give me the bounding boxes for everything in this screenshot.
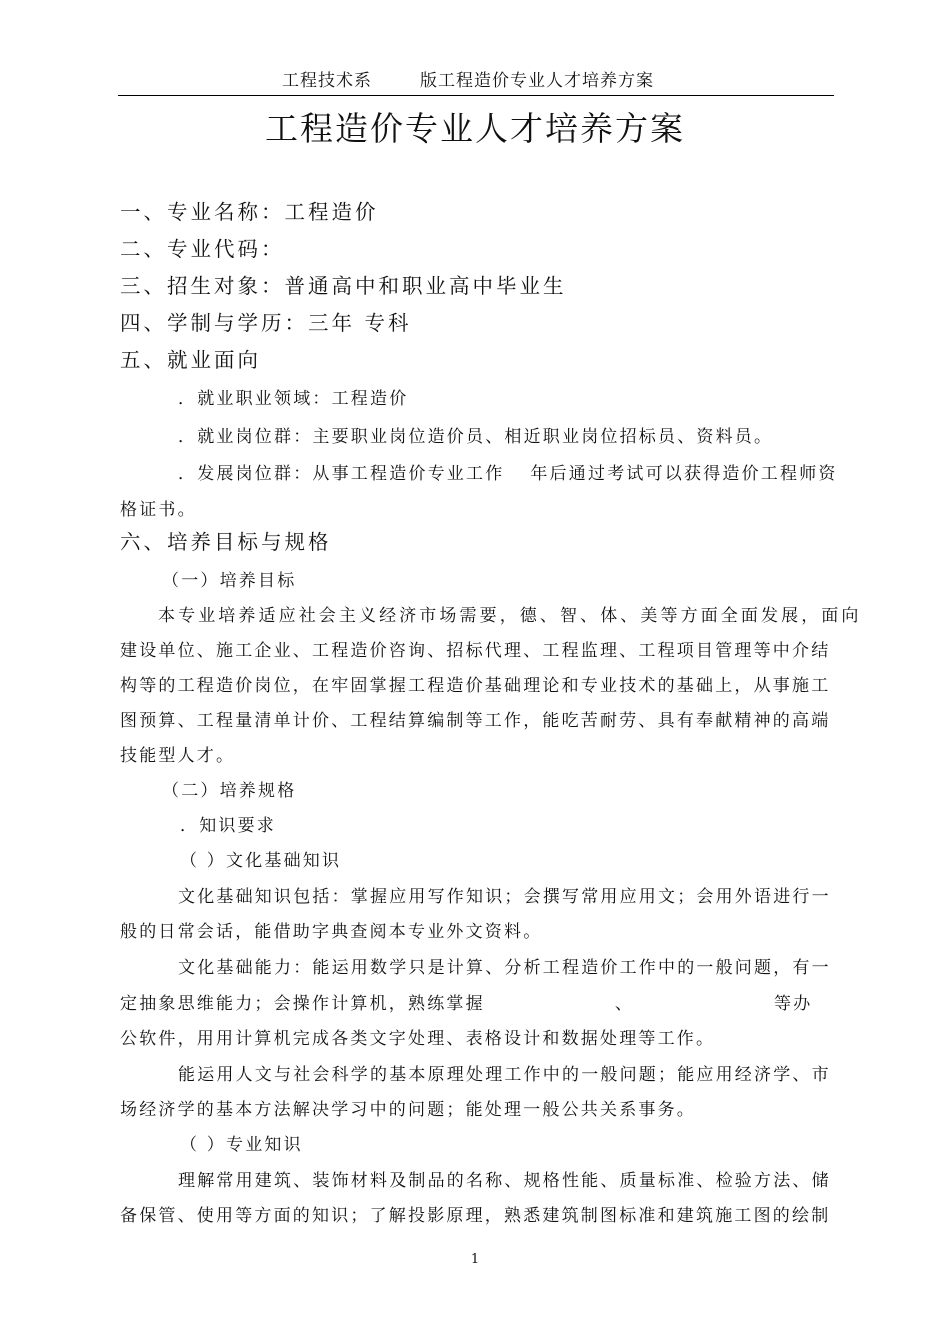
goals-paragraph-line: 构等的工程造价岗位，在牢固掌握工程造价基础理论和专业技术的基础上，从事施工 <box>120 676 831 696</box>
document-title: 工程造价专业人才培养方案 <box>265 109 685 148</box>
culture-paragraph-line: 文化基础能力：能运用数学只是计算、分析工程造价工作中的一般问题，有一 <box>178 958 831 978</box>
culture-paragraph-line: 般的日常会话，能借助字典查阅本专业外文资料。 <box>120 922 543 942</box>
culture-text-c: 等办 <box>774 994 813 1014</box>
culture-paragraph-line <box>120 989 812 1014</box>
header-department: 工程技术系 <box>282 71 372 91</box>
employment-development <box>178 459 838 484</box>
culture-text-b: 、 <box>614 994 635 1014</box>
section-4-duration: 四、学制与学历：三年 专科 <box>120 311 412 335</box>
employment-development-cont: 格证书。 <box>120 500 197 520</box>
professional-heading: （ ）专业知识 <box>180 1135 303 1155</box>
culture-text-a: 定抽象思维能力；会操作计算机，熟练掌握 <box>120 994 485 1014</box>
page-number: 1 <box>470 1252 480 1267</box>
header-rule <box>118 95 834 96</box>
knowledge-requirements: ．知识要求 <box>180 816 276 836</box>
culture-paragraph-line: 场经济学的基本方法解决学习中的问题；能处理一般公共关系事务。 <box>120 1100 696 1120</box>
development-text-b: 年后通过考试可以获得造价工程师资 <box>530 464 838 484</box>
section-6-goals: 六、培养目标与规格 <box>120 530 332 554</box>
running-header <box>118 66 834 94</box>
culture-paragraph-line: 文化基础知识包括：掌握应用写作知识；会撰写常用应用文；会用外语进行一 <box>178 887 831 907</box>
section-1-major-name: 一、专业名称：工程造价 <box>120 200 379 224</box>
culture-paragraph-line: 能运用人文与社会科学的基本原理处理工作中的一般问题；能应用经济学、市 <box>178 1065 831 1085</box>
culture-heading: （ ）文化基础知识 <box>180 851 342 871</box>
development-text-a: ．发展岗位群：从事工程造价专业工作 <box>178 464 505 484</box>
goals-paragraph-line: 建设单位、施工企业、工程造价咨询、招标代理、工程监理、工程项目管理等中介结 <box>120 641 831 661</box>
section-5-employment: 五、就业面向 <box>120 348 261 372</box>
header-subtitle: 版工程造价专业人才培养方案 <box>420 71 654 91</box>
goals-heading: （一）培养目标 <box>162 571 297 591</box>
professional-paragraph-line: 理解常用建筑、装饰材料及制品的名称、规格性能、质量标准、检验方法、储 <box>178 1171 831 1191</box>
professional-paragraph-line: 备保管、使用等方面的知识；了解投影原理，熟悉建筑制图标准和建筑施工图的绘制 <box>120 1206 831 1226</box>
section-2-major-code: 二、专业代码： <box>120 237 285 261</box>
culture-paragraph-line: 公软件，用用计算机完成各类文字处理、表格设计和数据处理等工作。 <box>120 1029 716 1049</box>
section-3-enrollment: 三、招生对象：普通高中和职业高中毕业生 <box>120 274 567 298</box>
goals-paragraph-line: 图预算、工程量清单计价、工程结算编制等工作，能吃苦耐劳、具有奉献精神的高端 <box>120 711 831 731</box>
specs-heading: （二）培养规格 <box>162 781 297 801</box>
goals-paragraph-line: 本专业培养适应社会主义经济市场需要，德、智、体、美等方面全面发展，面向 <box>158 606 862 626</box>
goals-paragraph-line: 技能型人才。 <box>120 746 236 766</box>
employment-field: ．就业职业领域：工程造价 <box>178 389 409 409</box>
employment-positions: ．就业岗位群：主要职业岗位造价员、相近职业岗位招标员、资料员。 <box>178 427 774 447</box>
